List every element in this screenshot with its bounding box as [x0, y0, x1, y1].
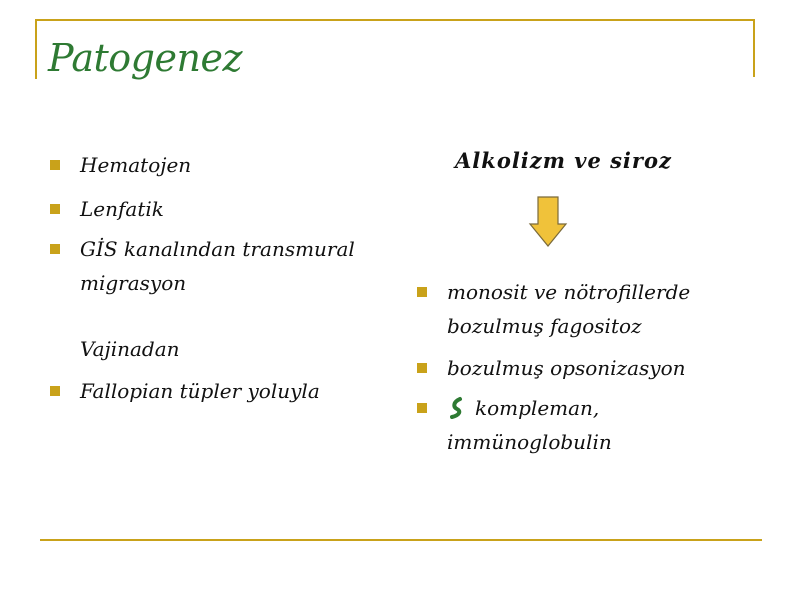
square-bullet-icon	[50, 244, 60, 254]
left-list-item	[50, 374, 390, 408]
right-list-item	[417, 391, 757, 459]
square-bullet-icon	[417, 287, 427, 297]
slide-title: Patogenez	[48, 36, 242, 80]
left-item-text: Fallopian tüpler yoluyla	[80, 379, 320, 403]
square-bullet-icon	[417, 403, 427, 413]
right-list-item	[417, 351, 757, 385]
right-item-text: bozulmuş opsonizasyon	[447, 356, 686, 380]
left-list-item	[50, 232, 390, 300]
right-heading: Alkolizm ve siroz	[455, 148, 672, 173]
left-item-text: Hematojen	[80, 153, 192, 177]
left-item-text: Lenfatik	[80, 197, 164, 221]
right-item-text: monosit ve nötrofillerde bozulmuş fagositoz	[447, 280, 691, 338]
left-list	[50, 148, 390, 408]
square-bullet-icon	[50, 386, 60, 396]
square-bullet-icon	[50, 204, 60, 214]
frame-bottom-line	[40, 539, 762, 541]
right-list-item	[417, 275, 757, 343]
right-item-text: kompleman, immünoglobulin	[447, 396, 612, 454]
down-arrow-icon	[528, 196, 568, 248]
left-list-plain-item	[50, 332, 390, 366]
square-bullet-icon	[417, 363, 427, 373]
frame-top-line	[35, 19, 755, 21]
decrease-symbol-icon	[447, 396, 465, 420]
right-list	[417, 275, 757, 459]
square-bullet-icon	[50, 160, 60, 170]
left-item-text: GİS kanalından transmural migrasyon	[80, 237, 355, 295]
left-item-text: Vajinadan	[80, 337, 180, 361]
left-list-item	[50, 192, 390, 226]
left-list-item	[50, 148, 390, 182]
frame-right-line	[753, 19, 755, 77]
frame-left-line	[35, 19, 37, 79]
